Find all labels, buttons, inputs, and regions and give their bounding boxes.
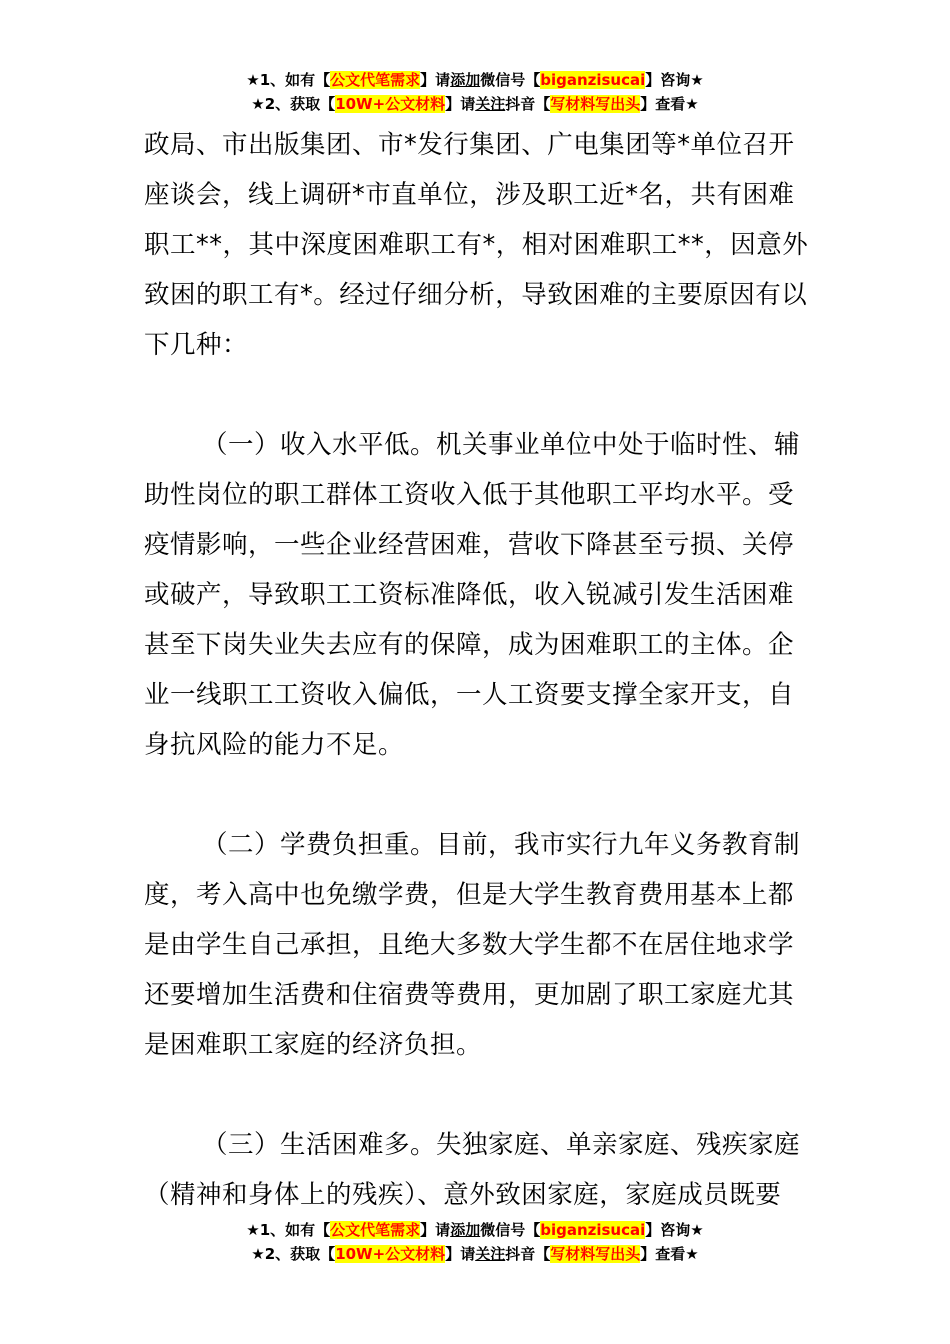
- banner-text: ★2、获取【: [251, 1245, 336, 1263]
- paragraph-gap: [144, 370, 808, 420]
- text-line: 身抗风险的能力不足。: [144, 730, 405, 760]
- paragraph-gap: [144, 770, 808, 820]
- banner-highlight: biganzisucai: [540, 1221, 646, 1239]
- banner-highlight: 写材料写出头: [550, 95, 641, 113]
- section-3-paragraph: [144, 1120, 808, 1220]
- text-line: 致困的职工有*。经过仔细分析，导致困难的主要原因有以: [144, 280, 808, 310]
- document-body: [144, 120, 808, 1220]
- banner-text: 】请: [445, 1245, 476, 1263]
- text-line: 或破产，导致职工工资标准降低，收入锐减引发生活困难: [144, 580, 795, 610]
- banner-text: 微信号【: [480, 71, 541, 89]
- text-line: 政局、市出版集团、市*发行集团、广电集团等*单位召开: [144, 130, 795, 160]
- text-line: 业一线职工工资收入偏低，一人工资要支撑全家开支，自: [144, 680, 795, 710]
- text-line: 度，考入高中也免缴学费，但是大学生教育费用基本上都: [144, 880, 795, 910]
- banner-highlight: 公文代笔需求: [330, 71, 421, 89]
- text-line: 甚至下岗失业失去应有的保障，成为困难职工的主体。企: [144, 630, 795, 660]
- text-line: （精神和身体上的残疾）、意外致困家庭，家庭成员既要: [144, 1180, 782, 1210]
- banner-highlight: 公文代笔需求: [330, 1221, 421, 1239]
- paragraph-gap: [144, 1070, 808, 1120]
- banner-text: 】咨询★: [645, 1221, 704, 1239]
- text-line: 职工**，其中深度困难职工有*，相对困难职工**，因意外: [144, 230, 809, 260]
- banner-text: 抖音【: [505, 1245, 551, 1263]
- text-line: 座谈会，线上调研*市直单位，涉及职工近*名，共有困难: [144, 180, 795, 210]
- banner-underline: 关注: [475, 95, 506, 113]
- text-line: 下几种：: [144, 330, 249, 360]
- banner-text: 】查看★: [640, 95, 699, 113]
- banner-text: 】请: [420, 71, 451, 89]
- banner-highlight: 10W+公文材料: [335, 1245, 446, 1263]
- banner-line-2: [0, 1242, 950, 1266]
- banner-highlight: biganzisucai: [540, 71, 646, 89]
- footer-banner: [0, 1218, 950, 1266]
- banner-line-1: [0, 68, 950, 92]
- banner-highlight: 10W+公文材料: [335, 95, 446, 113]
- section-2-paragraph: [144, 820, 808, 1070]
- text-line: 助性岗位的职工群体工资收入低于其他职工平均水平。受: [144, 480, 795, 510]
- banner-line-2: [0, 92, 950, 116]
- banner-text: ★2、获取【: [251, 95, 336, 113]
- banner-line-1: [0, 1218, 950, 1242]
- banner-text: ★1、如有【: [246, 1221, 331, 1239]
- text-line: 是困难职工家庭的经济负担。: [144, 1030, 483, 1060]
- banner-text: 】请: [420, 1221, 451, 1239]
- banner-highlight: 写材料写出头: [550, 1245, 641, 1263]
- text-line: （三）生活困难多。失独家庭、单亲家庭、残疾家庭: [202, 1130, 801, 1160]
- banner-underline: 添加: [450, 1221, 481, 1239]
- banner-text: 】请: [445, 95, 476, 113]
- text-line: （二）学费负担重。目前，我市实行九年义务教育制: [202, 830, 801, 860]
- banner-text: 微信号【: [480, 1221, 541, 1239]
- intro-paragraph: [144, 120, 808, 370]
- text-line: 疫情影响，一些企业经营困难，营收下降甚至亏损、关停: [144, 530, 795, 560]
- header-banner: [0, 68, 950, 116]
- banner-text: ★1、如有【: [246, 71, 331, 89]
- text-line: 还要增加生活费和住宿费等费用，更加剧了职工家庭尤其: [144, 980, 795, 1010]
- banner-underline: 添加: [450, 71, 481, 89]
- text-line: 是由学生自己承担，且绝大多数大学生都不在居住地求学: [144, 930, 795, 960]
- banner-text: 】咨询★: [645, 71, 704, 89]
- text-line: （一）收入水平低。机关事业单位中处于临时性、辅: [202, 430, 801, 460]
- banner-text: 】查看★: [640, 1245, 699, 1263]
- section-1-paragraph: [144, 420, 808, 770]
- banner-underline: 关注: [475, 1245, 506, 1263]
- banner-text: 抖音【: [505, 95, 551, 113]
